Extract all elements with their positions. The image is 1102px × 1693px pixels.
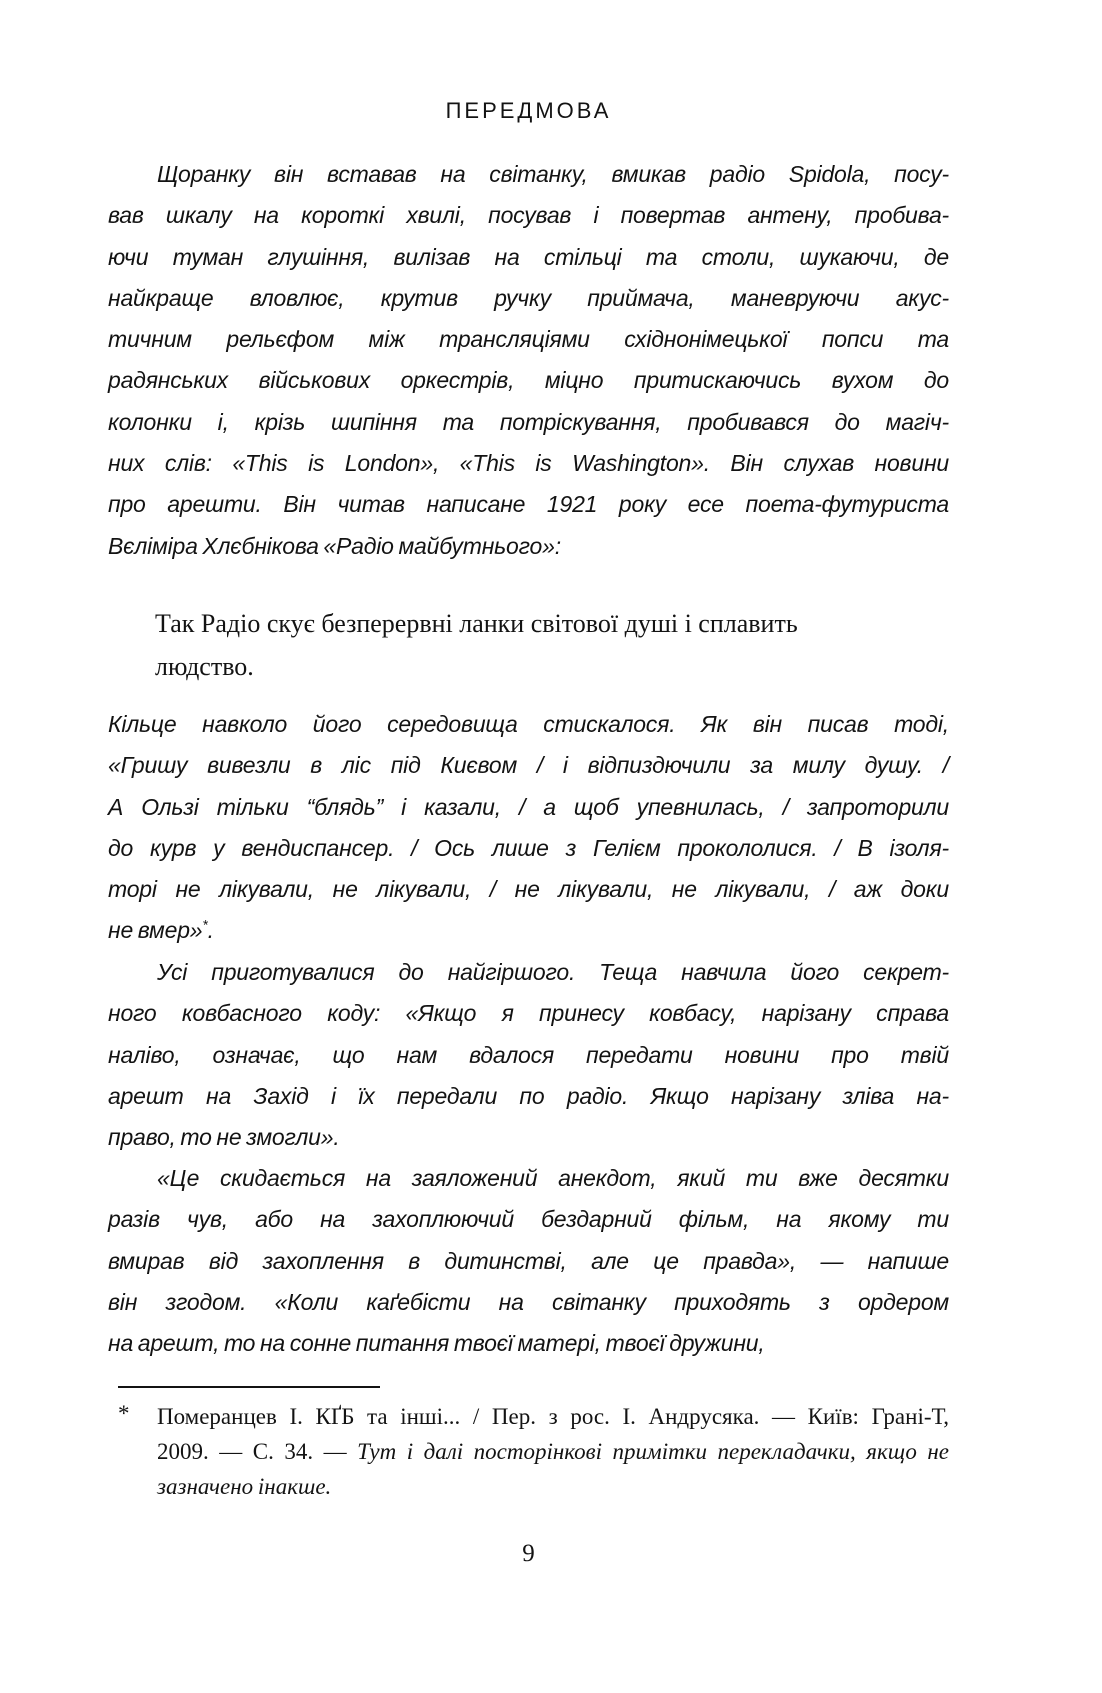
text-run: на арешт, то на сонне питання твоєї матері, твоєї дружини, [108,1330,765,1357]
text-line [108,910,949,951]
text-line [108,195,949,236]
page-number: 9 [522,1540,535,1567]
text-run: людство. [155,652,254,681]
text-run: не вмер» [108,917,203,944]
text-run: разів чув, або на захоплюючий бездарний фільм, на якому ти [108,1206,949,1233]
footnote [108,1399,949,1504]
text-run: А Ользі тільки “блядь” і казали, / а щоб упевнилась, / запроторили [108,793,949,820]
text-line [108,993,949,1034]
text-run: він згодом. «Коли каґебісти на світанку приходять з ордером [108,1288,949,1315]
text-line [108,952,949,993]
text-run: наліво, означає, що нам вдалося передати новини про твій [108,1041,949,1068]
text-run: право, то не змогли». [108,1124,340,1151]
footnote-marker: * [118,1401,130,1426]
text-line [108,154,949,195]
text-line [108,1035,949,1076]
text-line [108,787,949,828]
text-line [108,869,949,910]
text-line [108,704,949,745]
text-run: найкраще вловлює, крутив ручку приймача, маневруючи акус- [108,284,949,311]
text-run: торі не лікували, не лікували, / не лікували, не лікували, / аж доки [108,876,949,903]
text-run: «Гришу вивезли в ліс під Києвом / і відпиздючили за милу душу. / [108,752,949,779]
chapter-heading: ПЕРЕДМОВА [445,98,612,123]
text-run: них слів: «This is London», «This is Washington». Він слухав новини [108,450,949,477]
text-run: Померанцев І. КҐБ та інші... / Пер. з рос. І. Андрусяка. — Київ: Грані-Т, [157,1404,949,1429]
text-run: Кільце навколо його середовища стискалося. Як він писав тоді, [108,711,949,737]
text-run: . [207,917,214,944]
block-quote-khlebnikov [108,602,949,688]
text-line [108,1076,949,1117]
text-run: тичним рельєфом між трансляціями східнонімецької попси та [108,326,949,353]
footnote-reference: * [202,917,208,933]
paragraph-circle [108,704,949,952]
text-run: до курв у вендиспансер. / Ось лише з Гелієм прокололися. / В ізоля- [108,834,949,861]
text-line [155,645,949,688]
text-line [157,1469,949,1504]
text-run: Тут і далі посторінкові примітки перекладачки, якщо не [357,1439,949,1464]
text-run: Щоранку він вставав на світанку, вмикав радіо Spidola, посу- [157,161,949,187]
paragraph-radio [108,154,949,567]
text-run: ючи туман глушіння, вилізав на стільці та столи, шукаючи, де [108,243,949,270]
text-line [157,1434,949,1469]
text-run: Усі приготувалися до найгіршого. Теща навчила його секрет- [157,959,949,985]
text-line [108,1323,949,1364]
text-run: «Це скидається на заяложений анекдот, який ти вже десятки [157,1165,949,1191]
text-run: Так Радіо скує безперервні ланки світової душі і сплавить [155,609,798,638]
text-line [108,1158,949,1199]
text-line [157,1399,949,1434]
text-run: про арешти. Він читав написане 1921 року есе поета-футуриста [108,491,949,518]
text-line [108,237,949,278]
text-line [108,360,949,401]
text-line [108,319,949,360]
text-line [108,278,949,319]
text-line [108,484,949,525]
text-line [108,443,949,484]
text-line [108,745,949,786]
text-run: ного ковбасного коду: «Якщо я принесу ковбасу, нарізану справа [108,1000,949,1027]
text-line [155,602,949,645]
text-run: радянських військових оркестрів, міцно притискаючись вухом до [108,367,949,394]
text-run: вмирав від захоплення в дитинстві, але це правда», — напише [108,1247,949,1274]
text-column [108,0,949,1693]
paragraph-sausage-code [108,952,949,1158]
text-run: колонки і, крізь шипіння та потріскування, пробивався до магіч- [108,408,949,435]
text-line [108,828,949,869]
text-line [108,1241,949,1282]
text-run: арешт на Захід і їх передали по радіо. Якщо нарізану зліва на- [108,1082,949,1109]
text-run: Вєліміра Хлєбнікова «Радіо майбутнього»: [108,532,561,559]
text-line [108,402,949,443]
paragraph-anecdote [108,1158,949,1364]
text-run: зазначено інакше. [157,1474,332,1499]
text-run: 2009. — С. 34. — [157,1439,358,1464]
text-line [108,526,949,567]
text-line [108,1117,949,1158]
footnote-rule [118,1386,380,1388]
text-run: вав шкалу на короткі хвилі, посував і повертав антену, пробива- [108,202,949,229]
text-line [108,1282,949,1323]
text-line [108,1199,949,1240]
